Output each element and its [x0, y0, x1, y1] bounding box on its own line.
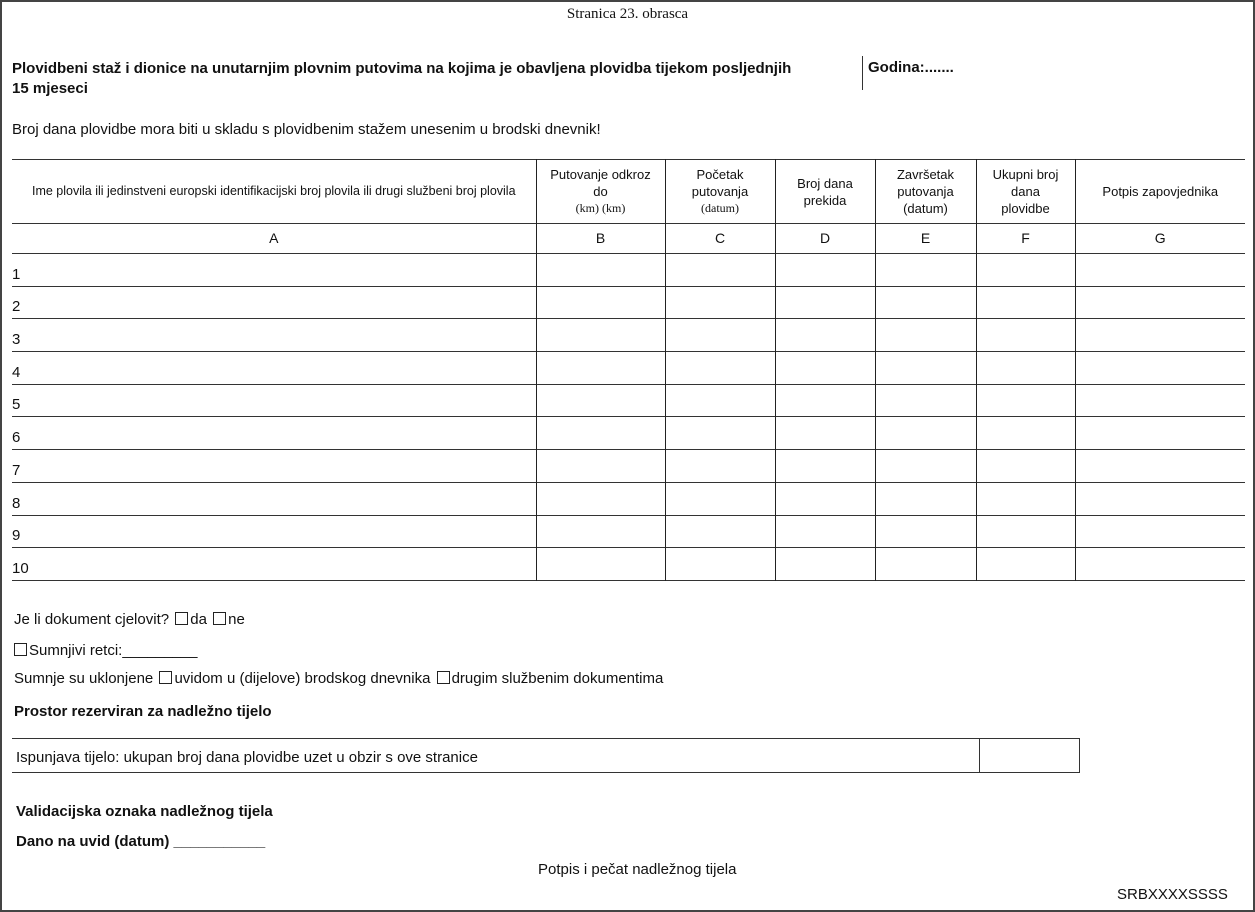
row-number: 4 [12, 363, 21, 381]
column-header-a [12, 160, 536, 224]
column-header-label: Ukupni broj dana plovidbe [992, 167, 1059, 216]
cell-b[interactable] [536, 286, 665, 319]
cell-c[interactable] [665, 450, 775, 483]
cell-a[interactable] [12, 319, 536, 352]
cell-c[interactable] [665, 319, 775, 352]
cell-e[interactable] [875, 450, 976, 483]
doubts-removed [14, 670, 663, 687]
cell-a[interactable] [12, 384, 536, 417]
other-documents-label: drugim službenim dokumentima [451, 670, 664, 687]
checkbox-other-documents[interactable] [437, 671, 450, 684]
table-row [12, 450, 1245, 483]
doubts-removed-label: Sumnje su uklonjene [14, 670, 154, 687]
cell-c[interactable] [665, 384, 775, 417]
cell-f[interactable] [976, 482, 1075, 515]
cell-d[interactable] [775, 352, 875, 385]
completeness-label: Je li dokument cjelovit? [14, 611, 170, 628]
table-row [12, 417, 1245, 450]
cell-f[interactable] [976, 352, 1075, 385]
cell-f[interactable] [976, 417, 1075, 450]
table-row [12, 515, 1245, 548]
cell-c[interactable] [665, 286, 775, 319]
cell-a[interactable] [12, 548, 536, 581]
row-number: 7 [12, 461, 21, 479]
column-header-label: Završetak putovanja (datum) [896, 167, 955, 216]
cell-g[interactable] [1075, 254, 1245, 287]
suspicious-rows [14, 642, 197, 659]
column-letter: F [976, 224, 1075, 254]
column-header-e [875, 160, 976, 224]
cell-b[interactable] [536, 319, 665, 352]
cell-g[interactable] [1075, 384, 1245, 417]
cell-c[interactable] [665, 254, 775, 287]
column-unit-label: (datum) [701, 201, 739, 215]
cell-b[interactable] [536, 254, 665, 287]
row-number: 10 [12, 559, 29, 577]
column-letter: D [775, 224, 875, 254]
cell-b[interactable] [536, 352, 665, 385]
cell-f[interactable] [976, 450, 1075, 483]
cell-e[interactable] [875, 482, 976, 515]
cell-g[interactable] [1075, 319, 1245, 352]
table-row [12, 548, 1245, 581]
yes-label: da [190, 611, 207, 628]
checkbox-logbook[interactable] [159, 671, 172, 684]
table-row [12, 352, 1245, 385]
cell-c[interactable] [665, 548, 775, 581]
checkbox-suspicious-rows[interactable] [14, 643, 27, 656]
table-row [12, 482, 1245, 515]
cell-b[interactable] [536, 515, 665, 548]
cell-g[interactable] [1075, 450, 1245, 483]
cell-f[interactable] [976, 319, 1075, 352]
cell-g[interactable] [1075, 286, 1245, 319]
cell-e[interactable] [875, 548, 976, 581]
cell-f[interactable] [976, 515, 1075, 548]
cell-b[interactable] [536, 450, 665, 483]
column-header-label: Početak putovanja [691, 167, 749, 199]
table-row [12, 286, 1245, 319]
authority-fill-label: Ispunjava tijelo: ukupan broj dana plovidbe uzet u obzir s ove stranice [16, 749, 478, 766]
row-number: 9 [12, 527, 21, 545]
cell-a[interactable] [12, 286, 536, 319]
cell-d[interactable] [775, 319, 875, 352]
column-unit-label: (km) (km) [575, 201, 626, 215]
cell-g[interactable] [1075, 417, 1245, 450]
cell-a[interactable] [12, 417, 536, 450]
cell-g[interactable] [1075, 548, 1245, 581]
year-field[interactable] [868, 59, 954, 76]
column-letter: B [536, 224, 665, 254]
cell-e[interactable] [875, 254, 976, 287]
cell-f[interactable] [976, 254, 1075, 287]
year-label: Godina:....... [868, 59, 954, 76]
cell-d[interactable] [775, 482, 875, 515]
cell-e[interactable] [875, 515, 976, 548]
cell-d[interactable] [775, 450, 875, 483]
column-letter: G [1075, 224, 1245, 254]
cell-d[interactable] [775, 548, 875, 581]
cell-a[interactable] [12, 515, 536, 548]
cell-b[interactable] [536, 482, 665, 515]
column-header-f [976, 160, 1075, 224]
checkbox-complete-no[interactable] [213, 612, 226, 625]
cell-d[interactable] [775, 384, 875, 417]
suspicious-rows-label: Sumnjivi retci:_________ [29, 642, 198, 659]
column-header-label: Potpis zapovjednika [1102, 184, 1219, 199]
cell-e[interactable] [875, 319, 976, 352]
column-header-label: Putovanje odkroz do [550, 167, 651, 199]
column-header-d [775, 160, 875, 224]
cell-g[interactable] [1075, 515, 1245, 548]
table-row [12, 319, 1245, 352]
column-header-c [665, 160, 775, 224]
checkbox-complete-yes[interactable] [175, 612, 188, 625]
cell-a[interactable] [12, 254, 536, 287]
cell-a[interactable] [12, 482, 536, 515]
row-number: 6 [12, 429, 21, 447]
voyage-table [12, 159, 1245, 581]
column-letter: C [665, 224, 775, 254]
column-header-label: Broj dana prekida [797, 175, 853, 208]
cell-d[interactable] [775, 286, 875, 319]
cell-a[interactable] [12, 352, 536, 385]
footer-code: SRBXXXXSSSS [1117, 886, 1228, 903]
cell-e[interactable] [875, 352, 976, 385]
logbook-label: uvidom u (dijelove) brodskog dnevnika [174, 670, 431, 687]
cell-e[interactable] [875, 417, 976, 450]
cell-a[interactable] [12, 450, 536, 483]
cell-c[interactable] [665, 352, 775, 385]
cell-d[interactable] [775, 417, 875, 450]
cell-g[interactable] [1075, 482, 1245, 515]
cell-f[interactable] [976, 384, 1075, 417]
no-label: ne [228, 611, 245, 628]
cell-b[interactable] [536, 384, 665, 417]
cell-e[interactable] [875, 286, 976, 319]
authority-heading: Prostor rezerviran za nadležno tijelo [14, 703, 272, 720]
cell-g[interactable] [1075, 352, 1245, 385]
cell-d[interactable] [775, 515, 875, 548]
cell-b[interactable] [536, 548, 665, 581]
row-number: 8 [12, 494, 21, 512]
column-header-g [1075, 160, 1245, 224]
cell-e[interactable] [875, 384, 976, 417]
cell-c[interactable] [665, 482, 775, 515]
column-header-label: Ime plovila ili jedinstveni europski identifikacijski broj plovila ili drugi službeni broj plovila [31, 184, 516, 198]
row-number: 5 [12, 396, 21, 414]
year-divider [862, 56, 863, 90]
page-header: Stranica 23. obrasca [566, 6, 689, 22]
row-number: 2 [12, 298, 21, 316]
cell-d[interactable] [775, 254, 875, 287]
signature-stamp-label: Potpis i pečat nadležnog tijela [538, 861, 737, 878]
cell-f[interactable] [976, 548, 1075, 581]
validation-heading: Validacijska oznaka nadležnog tijela [16, 803, 273, 820]
notice-text: Broj dana plovidbe mora biti u skladu s plovidbenim stažem unesenim u brodski dnevnik! [12, 121, 601, 138]
cell-c[interactable] [665, 515, 775, 548]
row-number: 3 [12, 331, 21, 349]
total-days-field[interactable] [980, 739, 1079, 772]
authority-box [12, 738, 1080, 773]
cell-c[interactable] [665, 417, 775, 450]
cell-f[interactable] [976, 286, 1075, 319]
completeness-question [14, 611, 245, 628]
column-letter: E [875, 224, 976, 254]
table-row [12, 254, 1245, 287]
row-number: 1 [12, 265, 21, 283]
column-header-b [536, 160, 665, 224]
form-title: Plovidbeni staž i dionice na unutarnjim plovnim putovima na kojima je obavljena plovidba tijekom posljednjih 15 mjeseci [12, 60, 792, 97]
inspected-date[interactable]: Dano na uvid (datum) ___________ [16, 833, 266, 850]
table-row [12, 384, 1245, 417]
cell-b[interactable] [536, 417, 665, 450]
column-letter: A [269, 230, 279, 246]
